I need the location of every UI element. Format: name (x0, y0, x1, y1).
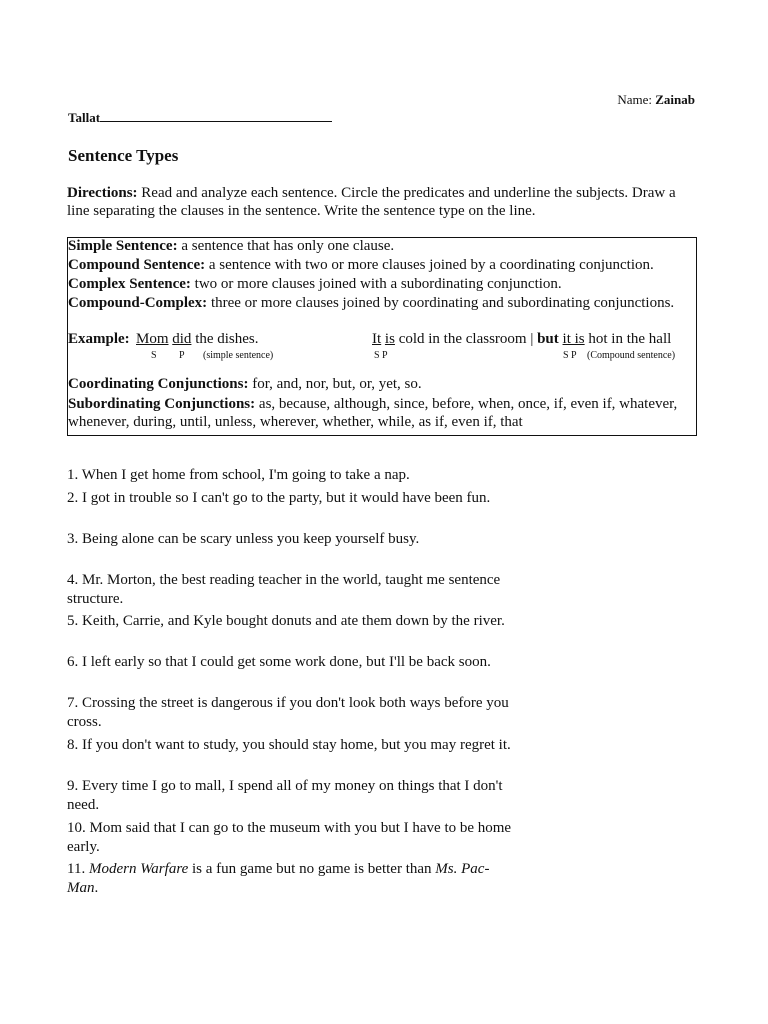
example-subject: Mom (136, 331, 169, 347)
directions (67, 184, 697, 220)
definition-compound (68, 257, 654, 274)
compound-note: (Compound sentence) (587, 350, 676, 361)
definition-text: three or more clauses joined by coordinating and subordinating conjunctions. (210, 295, 675, 311)
question-9: 9. Every time I go to mall, I spend all of my money on things that I don't need. (67, 778, 503, 813)
coordinating-text: for, and, nor, but, or, yet, so. (252, 376, 422, 392)
example-rest: the dishes. (195, 331, 259, 347)
definition-term: Simple Sentence: (68, 238, 178, 254)
directions-text: Read and analyze each sentence. Circle the predicates and underline the subjects. Draw a line separating the clauses in the sentence. Write the sentence type on the line. (67, 185, 676, 219)
question-5: 5. Keith, Carrie, and Kyle bought donuts and ate them down by the river. (67, 613, 505, 629)
game-title-1: Modern Warfare (88, 861, 189, 877)
definition-text: a sentence with two or more clauses joined by a coordinating conjunction. (208, 257, 654, 273)
question-7: 7. Crossing the street is dangerous if you don't look both ways before you cross. (67, 695, 509, 730)
question-10: 10. Mom said that I can go to the museum with you but I have to be home early. (67, 820, 512, 855)
name-line-continued (68, 109, 332, 126)
subordinating-text: as, because, although, since, before, when, once, if, even if, whatever, whenever, during, until, unless, wherever, whether, while, as if, even if, that (68, 396, 678, 430)
question-4: 4. Mr. Morton, the best reading teacher in the world, taught me sentence structure. (67, 572, 501, 607)
definition-complex (68, 276, 562, 293)
question-11-end: . (94, 880, 99, 896)
coordinating-conjunctions (68, 375, 696, 393)
student-last-name: Tallat (68, 110, 101, 125)
name-blank-line (100, 109, 332, 122)
example-label: Example: (68, 331, 130, 347)
mark-p: P (179, 350, 185, 361)
example-subject: It (372, 331, 382, 347)
definition-term: Compound-Complex: (68, 295, 208, 311)
question-1: 1. When I get home from school, I'm going to take a nap. (67, 467, 410, 483)
mark-sp-1: S P (374, 350, 388, 361)
example-conjunction: but (537, 331, 559, 347)
mark-sp-2: S P (563, 350, 577, 361)
example-rest: hot in the hall (588, 331, 672, 347)
example-predicate: did (172, 331, 192, 347)
question-6: 6. I left early so that I could get some work done, but I'll be back soon. (67, 654, 491, 670)
definition-term: Complex Sentence: (68, 276, 191, 292)
example-compound-sentence (372, 331, 671, 348)
question-8: 8. If you don't want to study, you should stay home, but you may regret it. (67, 737, 511, 753)
question-3: 3. Being alone can be scary unless you keep yourself busy. (67, 531, 420, 547)
student-first-name: Zainab (655, 92, 695, 107)
question-2: 2. I got in trouble so I can't go to the party, but it would have been fun. (67, 490, 491, 506)
definition-term: Compound Sentence: (68, 257, 206, 273)
name-label: Name: (617, 92, 652, 107)
example-second-clause: it is (562, 331, 585, 347)
directions-label: Directions: (67, 185, 138, 201)
subordinating-label: Subordinating Conjunctions: (68, 396, 256, 412)
name-line (617, 92, 695, 108)
definitions-box (67, 237, 697, 436)
example-simple-sentence (136, 331, 259, 348)
example-predicate: is (384, 331, 395, 347)
game-title-2: Ms. Pac-Man (67, 861, 490, 896)
simple-note: (simple sentence) (203, 350, 274, 361)
question-11-middle: is a fun game but no game is better than (192, 861, 432, 877)
mark-s: S (151, 350, 157, 361)
page-title: Sentence Types (68, 146, 179, 165)
subordinating-conjunctions (68, 395, 696, 431)
question-11 (67, 860, 507, 898)
definition-simple (68, 238, 394, 255)
definition-compound-complex (68, 295, 674, 312)
question-11-number: 11. (67, 861, 86, 877)
example-middle: cold in the classroom | (398, 331, 534, 347)
definition-text: two or more clauses joined with a subordinating conjunction. (194, 276, 562, 292)
definition-text: a sentence that has only one clause. (181, 238, 395, 254)
coordinating-label: Coordinating Conjunctions: (68, 376, 249, 392)
